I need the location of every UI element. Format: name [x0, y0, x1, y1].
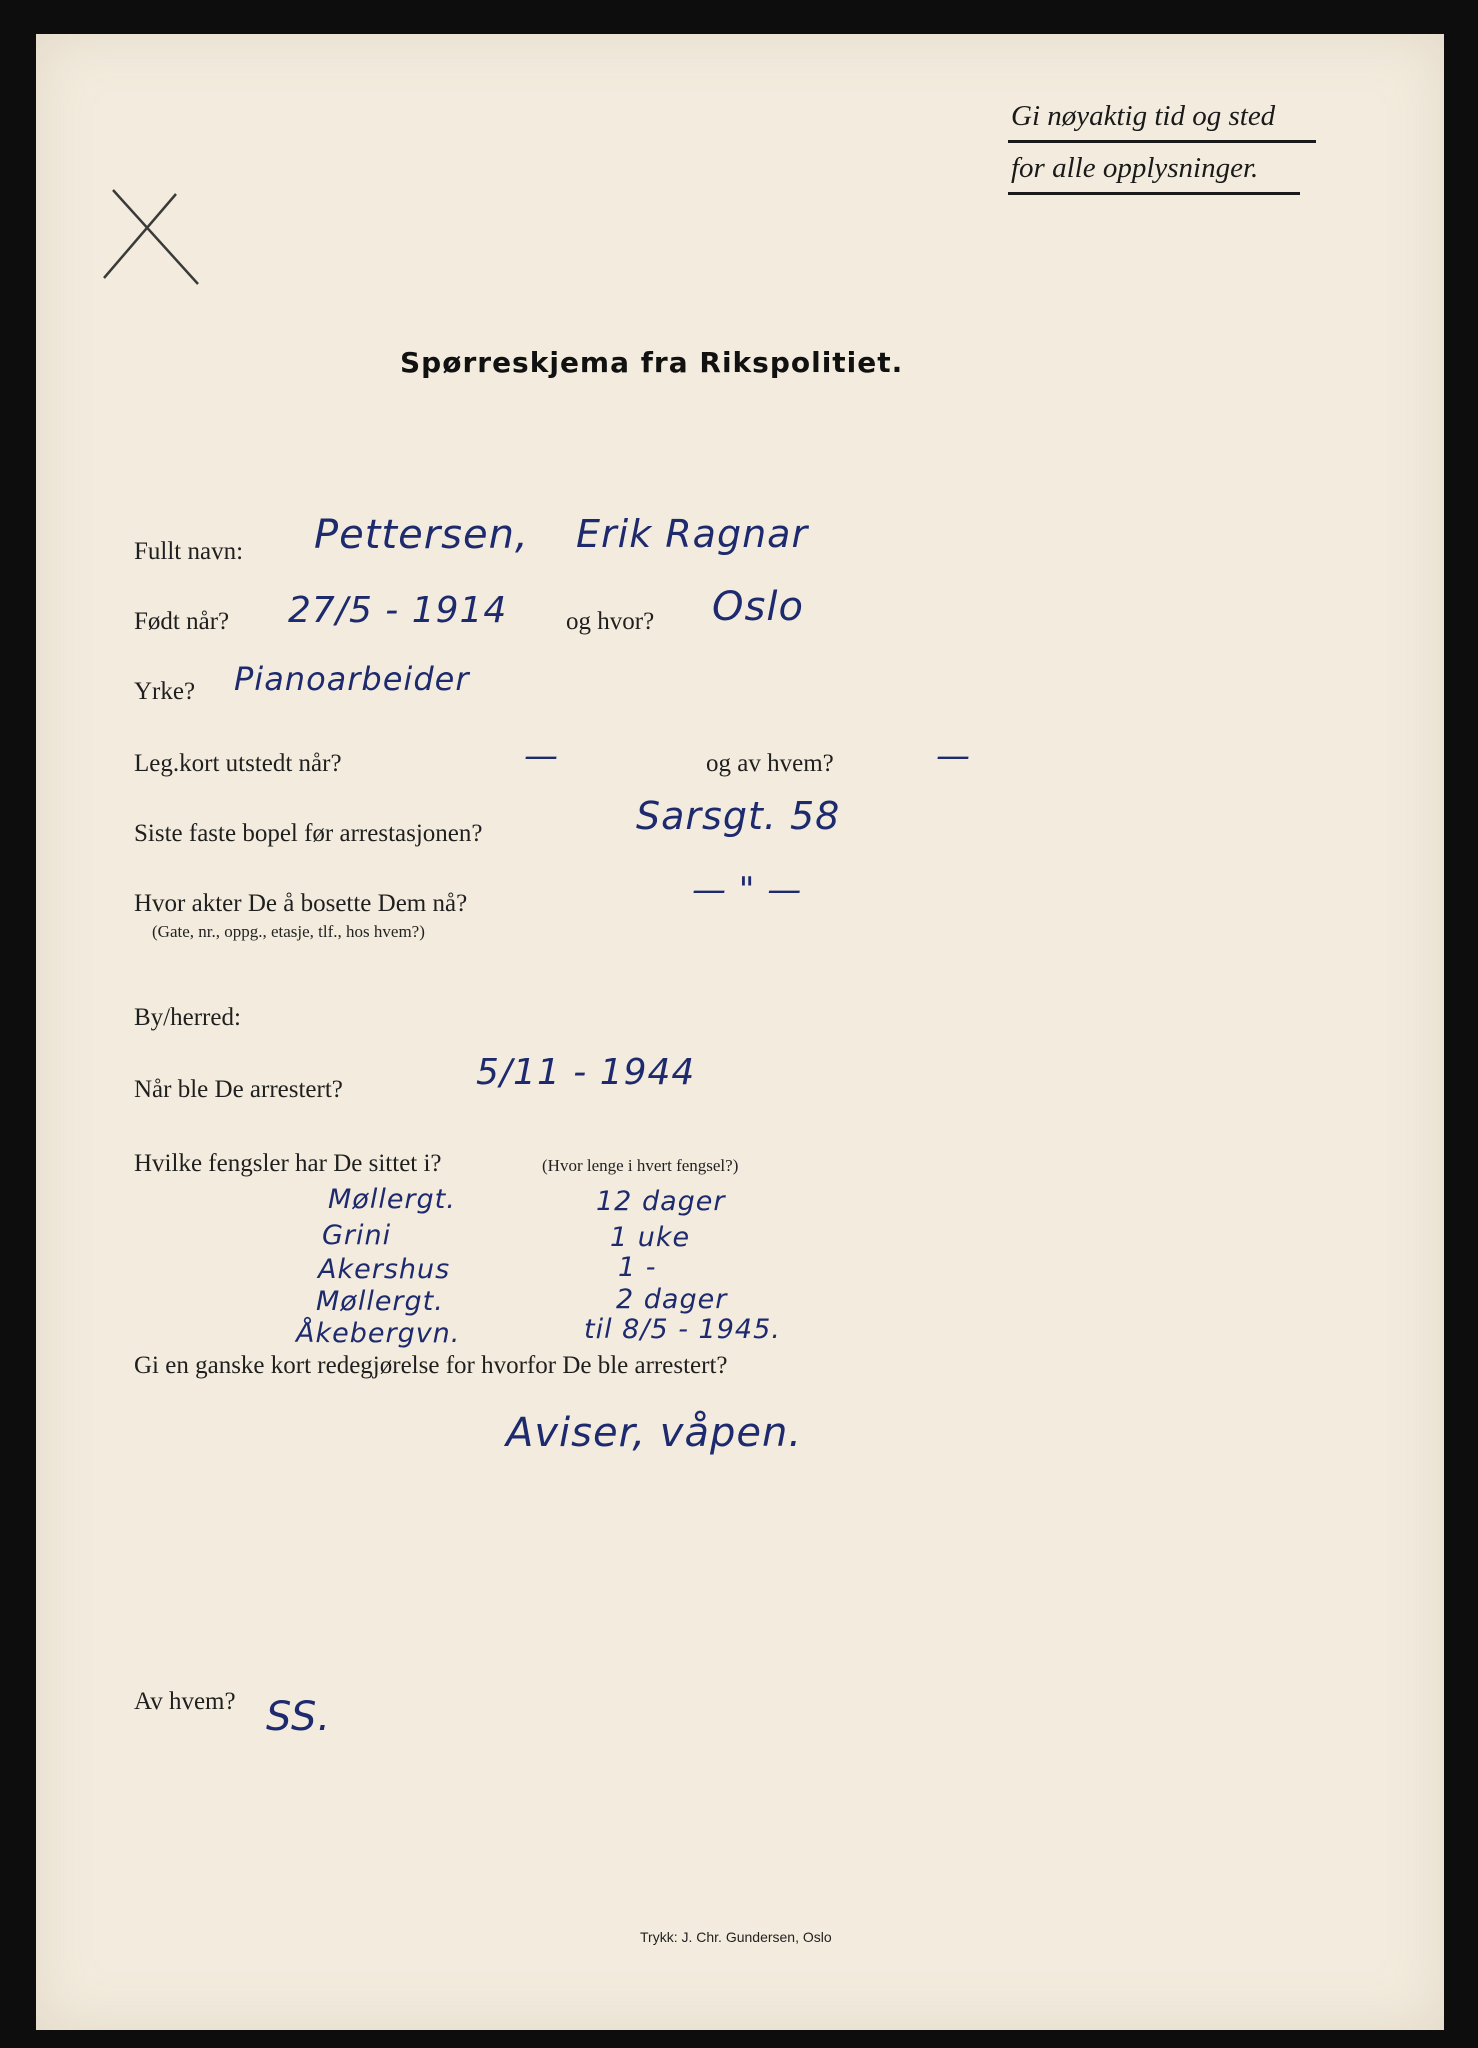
occupation-label: Yrke? — [134, 678, 196, 705]
printer-footer: Trykk: J. Chr. Gundersen, Oslo — [640, 1929, 832, 1945]
prisons-hint: (Hvor lenge i hvert fengsel?) — [542, 1156, 739, 1175]
notice-rule-2 — [1008, 192, 1300, 195]
prison-duration: 1 uke — [610, 1222, 691, 1253]
legcard-value: — — [524, 736, 559, 776]
prison-duration: 1 - — [618, 1252, 657, 1283]
notice-line-1: Gi nøyaktig tid og sted — [1011, 100, 1276, 132]
settle-value: — " — — [692, 870, 803, 910]
legcard-by-label: og av hvem? — [706, 750, 834, 777]
arrested-value: 5/11 - 1944 — [476, 1052, 696, 1093]
notice-rule-1 — [1008, 140, 1316, 143]
by-whom-value: SS. — [266, 1694, 332, 1740]
prison-duration: til 8/5 - 1945. — [584, 1314, 781, 1345]
settle-hint: (Gate, nr., oppg., etasje, tlf., hos hvem?) — [152, 922, 425, 941]
address-value: Sarsgt. 58 — [636, 794, 841, 838]
notice-line-2: for alle opplysninger. — [1011, 152, 1259, 184]
born-where-label: og hvor? — [566, 608, 655, 635]
reason-label: Gi en ganske kort redegjørelse for hvorfor De ble arrestert? — [134, 1352, 728, 1379]
arrested-label: Når ble De arrestert? — [134, 1076, 343, 1103]
reason-value: Aviser, våpen. — [506, 1410, 803, 1456]
form-sheet — [36, 34, 1444, 2030]
prison-place: Møllergt. — [328, 1184, 456, 1215]
name-surname-value: Pettersen, — [314, 512, 529, 558]
born-date-value: 27/5 - 1914 — [288, 590, 508, 631]
prisons-label: Hvilke fengsler har De sittet i? — [134, 1150, 442, 1177]
legcard-label: Leg.kort utstedt når? — [134, 750, 342, 777]
legcard-by-value: — — [936, 736, 971, 776]
prison-place: Møllergt. — [316, 1286, 444, 1317]
settle-label: Hvor akter De å bosette Dem nå? — [134, 890, 468, 917]
prison-duration: 2 dager — [616, 1284, 728, 1315]
address-label: Siste faste bopel før arrestasjonen? — [134, 820, 483, 847]
form-title: Spørreskjema fra Rikspolitiet. — [400, 346, 904, 379]
prison-duration: 12 dager — [596, 1186, 726, 1217]
born-label: Født når? — [134, 608, 230, 635]
city-label: By/herred: — [134, 1004, 241, 1031]
name-label: Fullt navn: — [134, 538, 244, 565]
born-where-value: Oslo — [712, 584, 804, 630]
name-given-value: Erik Ragnar — [576, 512, 809, 556]
prison-place: Grini — [322, 1220, 392, 1251]
prison-place: Akershus — [318, 1254, 451, 1285]
x-mark-icon — [98, 182, 208, 292]
occupation-value: Pianoarbeider — [234, 660, 470, 698]
prison-place: Åkebergvn. — [296, 1318, 461, 1349]
by-whom-label: Av hvem? — [134, 1688, 236, 1715]
